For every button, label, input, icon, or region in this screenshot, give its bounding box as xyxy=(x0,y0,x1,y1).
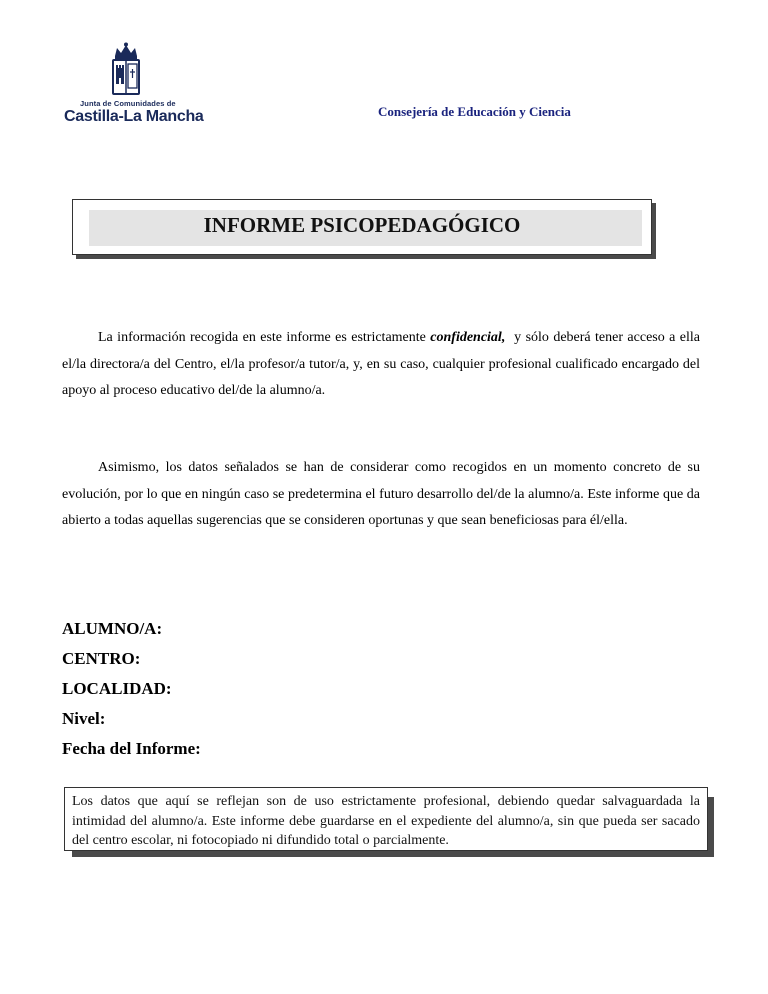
field-localidad: LOCALIDAD: xyxy=(62,679,172,698)
confidentiality-paragraph xyxy=(62,325,704,405)
field-centro: CENTRO: xyxy=(62,649,141,668)
field-alumno: ALUMNO/A: xyxy=(62,619,163,638)
coat-of-arms-icon xyxy=(106,42,146,98)
jccm-logo xyxy=(64,42,204,128)
student-fields xyxy=(62,614,201,764)
logo-big-text: Castilla-La Mancha xyxy=(64,108,204,125)
logo-small-text: Junta de Comunidades de xyxy=(80,99,176,108)
field-fecha: Fecha del Informe: xyxy=(62,739,201,758)
document-title: INFORME PSICOPEDAGÓGICO xyxy=(203,213,521,237)
paragraph1-after: y sólo deberá tener acceso a ella el/la directora/a del Centro, el/la profesor/a tutor/a, y, en su caso, cualquier profesional cualificado encargado del apoyo al proceso educativo del/de la alumno/a. xyxy=(62,330,704,398)
evolution-paragraph: Asimismo, los datos señalados se han de considerar como recogidos en un momento concreto de su evolución, por lo que en ningún caso se predetermina el futuro desarrollo del/de la alumno/a. Este informe que da abierto a todas aquellas sugerencias que se consideren oportunas y que sean beneficiosas para él/ella. xyxy=(62,460,700,528)
consejeria-heading: Consejería de Educación y Ciencia xyxy=(378,104,571,119)
title-box xyxy=(72,199,652,255)
privacy-notice: Los datos que aquí se reflejan son de uso estrictamente profesional, debiendo quedar salvaguardada la intimidad del alumno/a. Este informe debe guardarse en el expediente del alumno/a, sin que pueda ser sacado del centro escolar, ni fotocopiado ni difundido total o parcialmente. xyxy=(72,794,700,848)
paragraph1-emphasis: confidencial, xyxy=(430,330,506,345)
notice-box xyxy=(64,787,708,851)
paragraph1-before: La información recogida en este informe es estrictamente xyxy=(98,330,431,345)
field-nivel: Nivel: xyxy=(62,709,106,728)
